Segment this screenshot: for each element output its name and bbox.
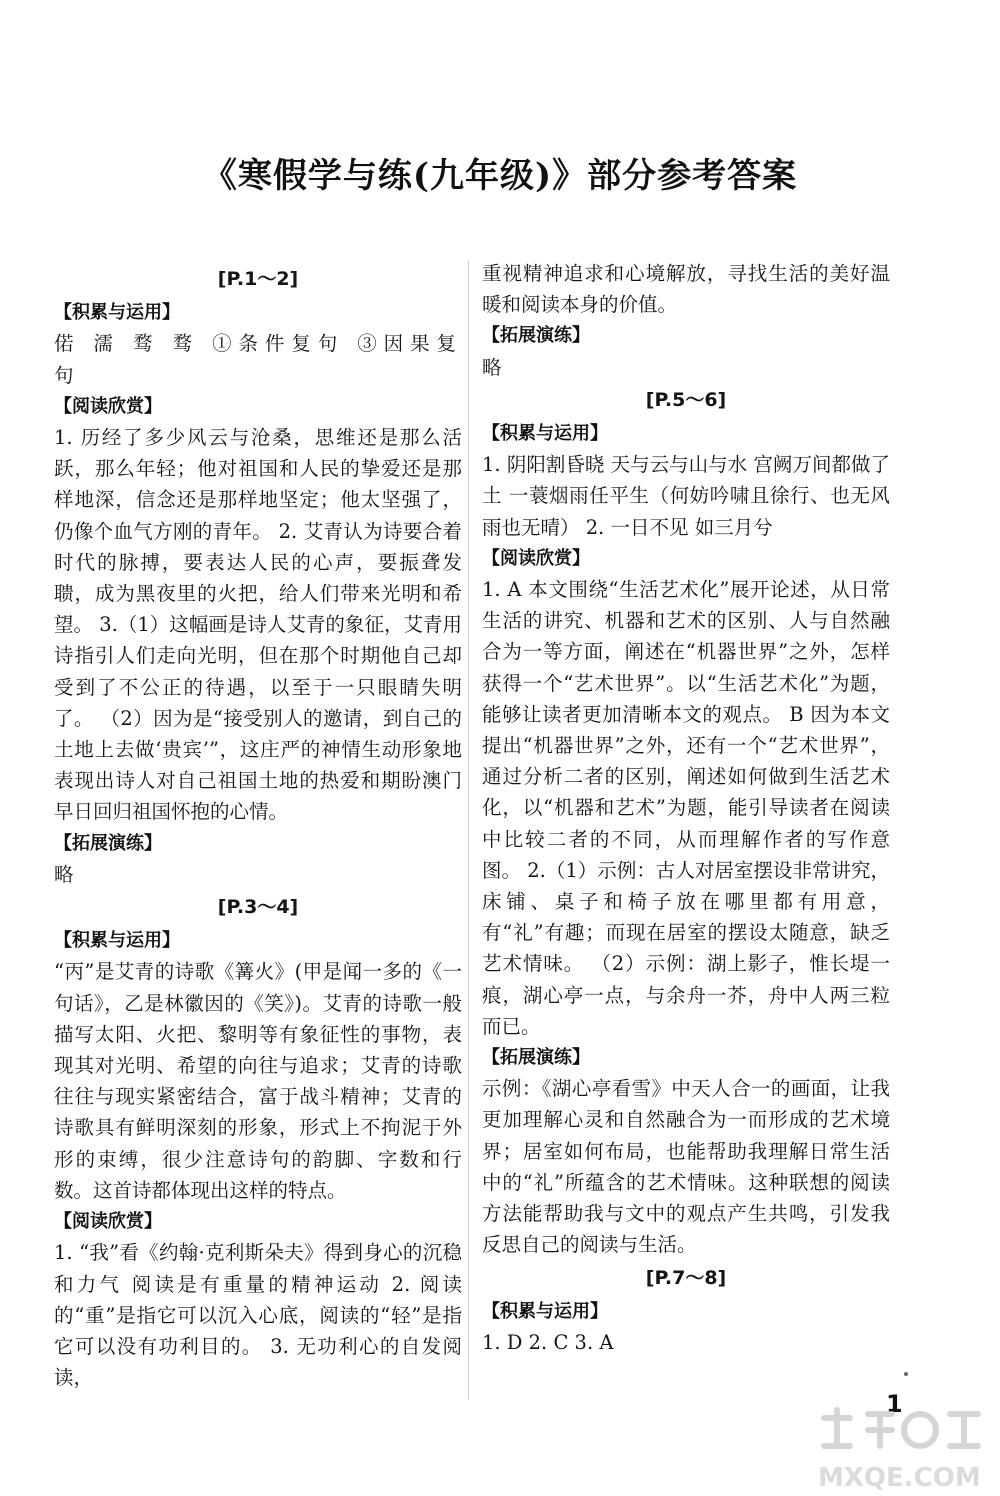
page-number: 1 <box>886 1390 903 1418</box>
section-heading: 【阅读欣赏】 <box>482 547 590 569</box>
section-heading: 【积累与运用】 <box>54 302 180 324</box>
answer-text: “丙”是艾青的诗歌《篝火》(甲是闻一多的《一句话》，乙是林徽因的《笑》)。艾青的诗歌一般描写太阳、火把、黎明等有象征性的事物，表现其对光明、希望的向往与追求；艾青的诗歌往往与现实紧密结合，富于战斗精神；艾青的诗歌具有鲜明深刻的形象，形式上不拘泥于外形的束缚，很少注意诗句的韵脚、字数和行数。这首诗都体现出这样的特点。 <box>54 960 462 1202</box>
answer-text: 1. A 本文围绕“生活艺术化”展开论述，从日常生活的讲究、机器和艺术的区别、人与自然融合为一等方面，阐述在“机器世界”之外，怎样获得一个“艺术世界”。以“生活艺术化”为题，能够让读者更加清晰本文的观点。 B 因为本文提出“机器世界”之外，还有一个“艺术世界”，通过分析二者的区别，阐述如何做到生活艺术化，以“机器和艺术”为题，能引导读者在阅读中比较二者的不同，从而理解作者的写作意图。 2.（1）示例：古人对居室摆设非常讲究，床铺、桌子和椅子放在哪里都有用意，有“礼”有趣；而现在居室的摆设太随意，缺乏艺术情味。 （2）示例：湖上影子，惟长堤一痕，湖心亭一点，与余舟一芥，舟中人两三粒而已。 <box>482 578 890 1038</box>
section-heading: 【积累与运用】 <box>482 423 608 445</box>
page-ref-p3-4: [P.3～4] <box>217 896 299 919</box>
answer-text: 略 <box>482 355 502 379</box>
column-divider <box>468 260 469 1400</box>
page-ref-p7-8: [P.7～8] <box>645 1266 727 1289</box>
decorative-dot <box>904 1372 908 1376</box>
section-heading: 【阅读欣赏】 <box>54 1211 162 1233</box>
document-title: 《寒假学与练(九年级)》部分参考答案 <box>202 156 798 196</box>
answer-text: 1. “我”看《约翰·克利斯朵夫》得到身心的沉稳和力气 阅读是有重量的精神运动 2. 阅读的“重”是指它可以沉入心底，阅读的“轻”是指它可以没有功利目的。 3. 无功利心的自发阅读， <box>54 1241 462 1390</box>
section-heading: 【拓展演练】 <box>482 1047 590 1069</box>
answer-text: 1. 阴阳割昏晓 天与云与山与水 宫阙万间都做了土 一蓑烟雨任平生（何妨吟啸且徐行、也无风雨也无晴） 2. 一日不见 如三月兮 <box>482 453 890 539</box>
section-heading: 【积累与运用】 <box>54 930 180 952</box>
section-heading: 【拓展演练】 <box>54 832 162 854</box>
watermark-text: MXQE.COM <box>818 1463 981 1492</box>
section-heading: 【积累与运用】 <box>482 1300 608 1322</box>
page-ref-p1-2: [P.1～2] <box>217 268 299 290</box>
answer-text: 1. 历经了多少风云与沧桑，思维还是那么活跃，那么年轻；他对祖国和人民的挚爱还是那样地深，信念还是那样地坚定；他太坚强了，仍像个血气方刚的青年。 2. 艾青认为诗要合着时代的脉搏，要表达人民的心声，要振聋发聩，成为黑夜里的火把，给人们带来光明和希望。 3.（1）这幅画是诗人艾青的象征，艾青用诗指引人们走向光明，但在那个时期他自己却受到了不公正的待遇，以至于一只眼睛失明了。 （2）因为是“接受别人的邀请，到自己的土地上去做‘贵宾’”，这庄严的神情生动形象地表现出诗人对自己祖国土地的热爱和期盼澳门早日回归祖国怀抱的心情。 <box>54 426 462 824</box>
page-ref-p5-6: [P.5～6] <box>645 388 727 411</box>
answer-text: 略 <box>54 862 74 886</box>
watermark-logo <box>810 1400 990 1492</box>
answer-text: 1. D 2. C 3. A <box>482 1330 614 1354</box>
left-column <box>54 262 462 1393</box>
right-column <box>482 258 890 1358</box>
section-heading: 【阅读欣赏】 <box>54 395 162 417</box>
section-heading: 【拓展演练】 <box>482 325 590 347</box>
answer-text: 示例：《湖心亭看雪》中天人合一的画面，让我更加理解心灵和自然融合为一而形成的艺术境界；居室如何布局，也能帮助我理解日常生活中的“礼”所蕴含的艺术情味。这种联想的阅读方法能帮助我与文中的观点产生共鸣，引发我反思自己的阅读与生活。 <box>482 1077 890 1257</box>
answer-text: 重视精神追求和心境解放，寻找生活的美好温暖和阅读本身的价值。 <box>482 262 890 317</box>
answer-text: 偌 濡 骛 骛 ①条件复句 ③因果复句 <box>54 332 462 387</box>
